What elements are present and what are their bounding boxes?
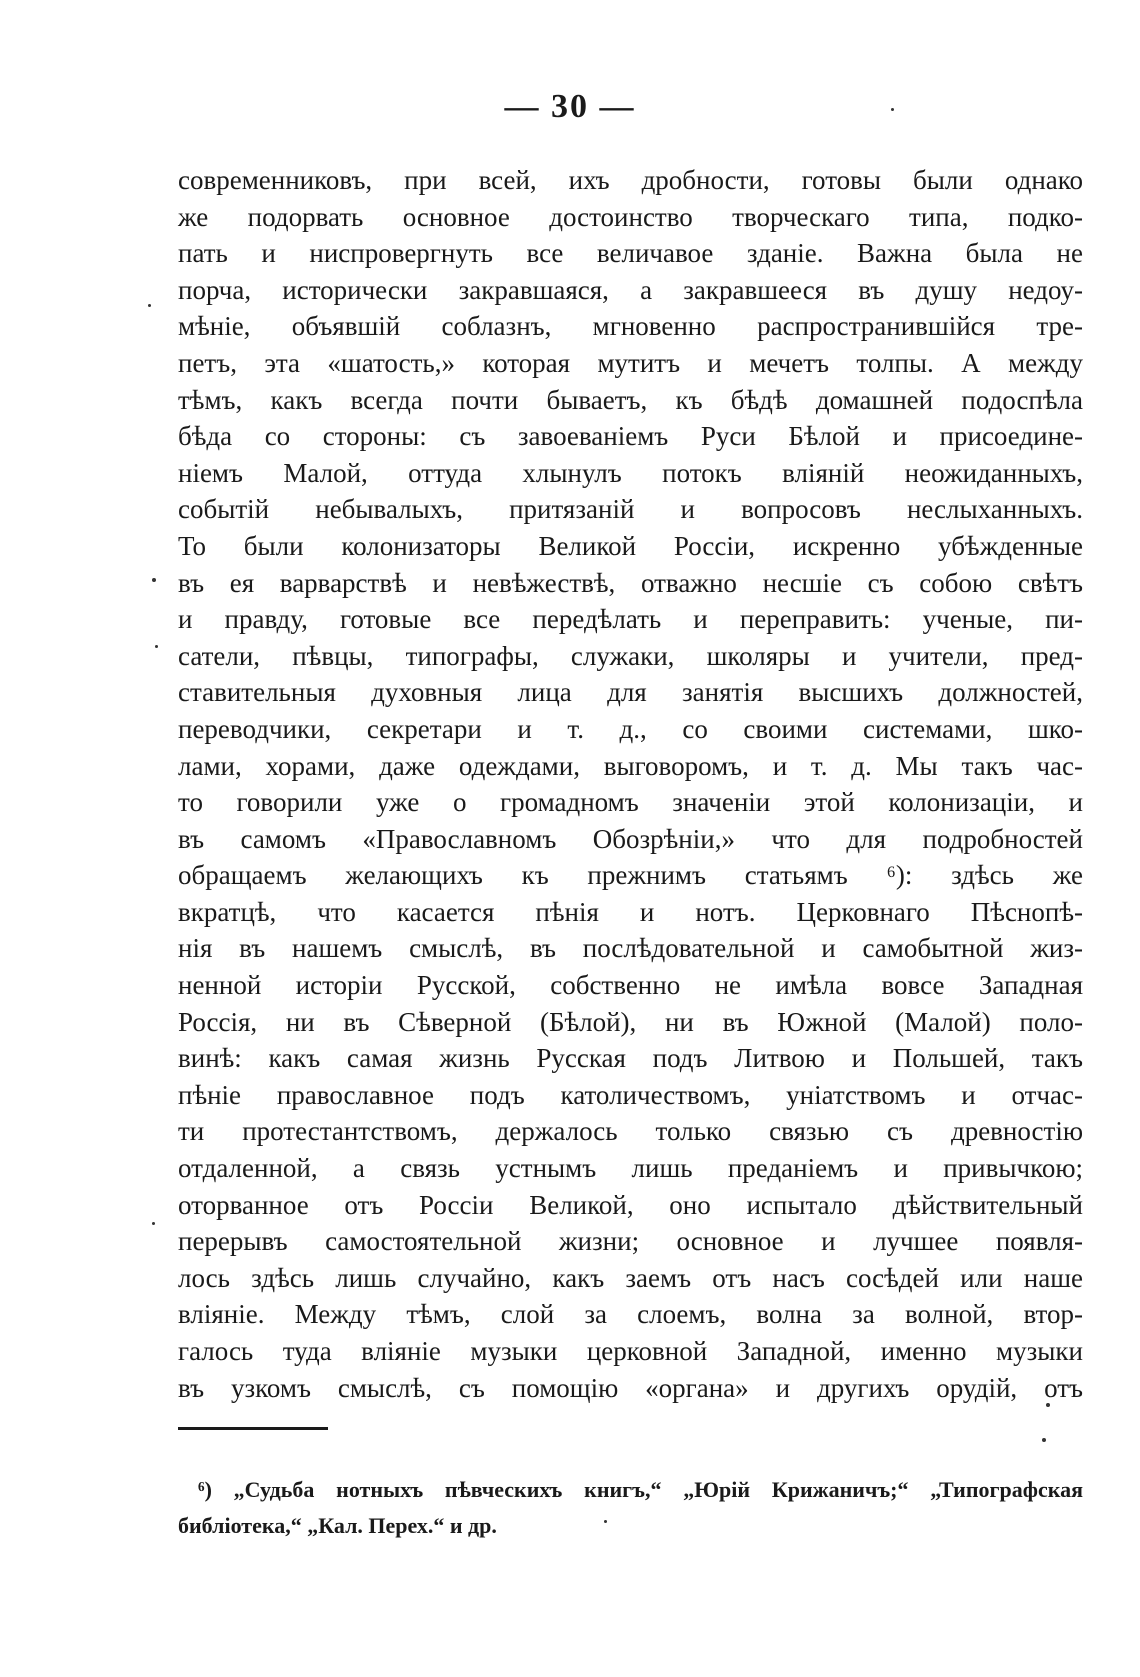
scan-speck xyxy=(148,304,151,307)
scan-speck xyxy=(1042,1438,1046,1442)
scan-speck xyxy=(1046,1403,1050,1407)
text-line: пѣніе православное подъ католичествомъ, уніатствомъ и отчас- xyxy=(178,1079,1083,1110)
text-line: нія въ нашемъ смыслѣ, въ послѣдовательной и самобытной жиз- xyxy=(178,933,1083,964)
text-line: ніемъ Малой, оттуда хлынулъ потокъ вліяній неожиданныхъ, xyxy=(178,457,1083,488)
footnote-line: ⁶) „Судьба нотныхъ пѣвческихъ книгъ,“ „Юрій Крижаничъ;“ „Типографская xyxy=(198,1477,1083,1502)
text-line: пать и ниспровергнуть все величавое зданіе. Важна была не xyxy=(178,238,1083,269)
footnote-line: библіотека,“ „Кал. Перех.“ и др. xyxy=(178,1513,497,1538)
scan-speck xyxy=(604,1520,607,1523)
text-line: лось здѣсь лишь случайно, какъ заемъ отъ насъ сосѣдей или наше xyxy=(178,1262,1083,1293)
text-line: мѣніе, объявшій соблазнъ, мгновенно распространившійся тре- xyxy=(178,311,1083,342)
text-line: и правду, готовые все передѣлать и переправить: ученые, пи- xyxy=(178,604,1083,635)
scan-speck xyxy=(152,1222,155,1225)
text-line: то говорили уже о громадномъ значеніи этой колонизаціи, и xyxy=(178,787,1083,818)
text-line: отдаленной, а связь устнымъ лишь преданіемъ и привычкою; xyxy=(178,1153,1083,1184)
text-line: въ самомъ «Православномъ Обозрѣніи,» что для подробностей xyxy=(178,823,1083,854)
text-line: перерывъ самостоятельной жизни; основное и лучшее появля- xyxy=(178,1226,1083,1257)
text-line: тѣмъ, какъ всегда почти бываетъ, къ бѣдѣ домашней подоспѣла xyxy=(178,384,1083,415)
text-line: сатели, пѣвцы, типографы, служаки, школяры и учители, пред- xyxy=(178,640,1083,671)
text-line: вкратцѣ, что касается пѣнія и нотъ. Церковнаго Пѣснопѣ- xyxy=(178,896,1083,927)
text-line: порча, исторически закравшаяся, а закравшееся въ душу недоу- xyxy=(178,274,1083,305)
text-line: галось туда вліяніе музыки церковной Западной, именно музыки xyxy=(178,1336,1083,1366)
scan-speck xyxy=(152,578,156,582)
footnote-divider xyxy=(178,1427,328,1430)
page-number: — 30 — xyxy=(504,88,636,125)
scan-speck xyxy=(155,645,158,648)
text-line: петъ, эта «шатость,» которая мутитъ и мечетъ толпы. А между xyxy=(178,347,1083,378)
text-line: оторванное отъ Россіи Великой, оно испытало дѣйствительный xyxy=(178,1189,1083,1220)
text-line: обращаемъ желающихъ къ прежнимъ статьямъ ⁶): здѣсь же xyxy=(178,860,1083,891)
text-line: бѣда со стороны: съ завоеваніемъ Руси Бѣлой и присоедине- xyxy=(178,421,1083,452)
text-line: въ ея варварствѣ и невѣжествѣ, отважно несшіе съ собою свѣтъ xyxy=(178,567,1083,598)
text-line: вліяніе. Между тѣмъ, слой за слоемъ, волна за волной, втор- xyxy=(178,1299,1083,1330)
text-line: ти протестантствомъ, держалось только связью съ древностію xyxy=(178,1116,1083,1147)
text-line: ненной исторіи Русской, собственно не имѣла вовсе Западная xyxy=(178,970,1083,1001)
text-line: То были колонизаторы Великой Россіи, искренно убѣжденные xyxy=(178,530,1083,561)
text-line: лами, хорами, даже одеждами, выговоромъ, и т. д. Мы такъ час- xyxy=(178,750,1083,781)
text-line: событій небывалыхъ, притязаній и вопросовъ неслыханныхъ. xyxy=(178,494,1083,525)
text-line: Россія, ни въ Сѣверной (Бѣлой), ни въ Южной (Малой) поло- xyxy=(178,1006,1083,1037)
text-line: ставительныя духовныя лица для занятія высшихъ должностей, xyxy=(178,677,1083,708)
text-line: въ узкомъ смыслѣ, съ помощію «органа» и другихъ орудій, отъ xyxy=(178,1372,1083,1403)
text-line: современниковъ, при всей, ихъ дробности, готовы были однако xyxy=(178,165,1083,195)
text-line: переводчики, секретари и т. д., со своими системами, шко- xyxy=(178,713,1083,744)
footnote xyxy=(178,1472,1083,1544)
text-line: же подорвать основное достоинство творческаго типа, подко- xyxy=(178,201,1083,232)
text-line: винѣ: какъ самая жизнь Русская подъ Литвою и Польшей, такъ xyxy=(178,1043,1083,1074)
main-text xyxy=(178,162,1083,1406)
scan-speck xyxy=(891,108,894,111)
